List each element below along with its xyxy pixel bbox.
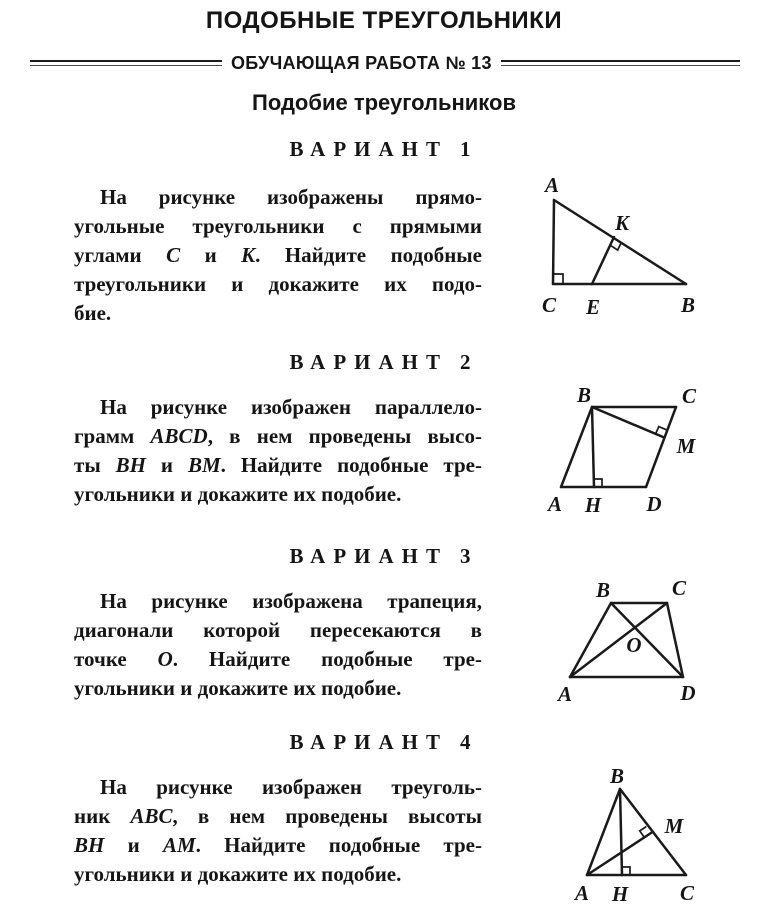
topic-title: Подобие треугольников (252, 90, 516, 115)
text-line: угольники и докажите их подобие. (74, 862, 402, 886)
figure-triangle-heights (565, 760, 720, 915)
height-BH (620, 789, 622, 875)
variant-heading-number: 3 (460, 544, 479, 568)
edge-AC (553, 200, 554, 284)
text-line: На рисунке изображен параллело- (100, 395, 482, 419)
variant-1-heading (0, 136, 768, 162)
height-AM (587, 833, 651, 875)
text-line: бие. (74, 301, 112, 325)
vertex-label-D: D (646, 492, 662, 516)
text-line: угольники и докажите их подобие. (74, 482, 402, 506)
vertex-label-H: H (584, 493, 602, 517)
height-BH (592, 407, 594, 487)
double-rule-right (501, 60, 740, 66)
text-line: грамм ABCD, в нем проведены высо- (74, 424, 482, 448)
diagonal-BD (611, 603, 683, 677)
edge-AB (561, 407, 592, 487)
text-line: На рисунке изображены прямо- (100, 185, 482, 209)
height-BM (592, 407, 663, 437)
worksheet-label: ОБУЧАЮЩАЯ РАБОТА № 13 (231, 53, 492, 73)
variant-heading-number: 2 (460, 350, 479, 374)
right-angle-mark-C (553, 274, 563, 284)
variant-4-heading (0, 729, 768, 755)
variant-3-heading (0, 543, 768, 569)
vertex-label-B: B (576, 383, 592, 407)
variant-heading-number: 1 (460, 137, 479, 161)
vertex-label-A: A (547, 492, 563, 516)
text-line: BH и AM. Найдите подобные тре- (74, 833, 482, 857)
vertex-label-M: M (676, 434, 696, 458)
variant-heading-word: ВАРИАНТ (289, 350, 449, 374)
text-line: угольники и докажите их подобие. (74, 676, 402, 700)
vertex-label-B: B (595, 578, 611, 602)
text-line: диагонали которой пересекаются в (74, 618, 482, 642)
vertex-label-C: C (541, 293, 557, 317)
variant-3-text (74, 587, 482, 703)
variant-2-heading (0, 349, 768, 375)
variant-heading-word: ВАРИАНТ (289, 137, 449, 161)
edge-AB (587, 789, 620, 875)
text-line: угольные треугольники с прямыми (74, 214, 482, 238)
figure-trapezoid (550, 575, 710, 710)
variant-4-text (74, 773, 482, 889)
vertex-label-B: B (609, 764, 625, 788)
double-rule-left (30, 60, 222, 66)
page-title: ПОДОБНЫЕ ТРЕУГОЛЬНИКИ (205, 7, 563, 34)
text-line: ты BH и BM. Найдите подобные тре- (74, 453, 482, 477)
variant-heading-word: ВАРИАНТ (289, 730, 449, 754)
variant-1-text (74, 183, 482, 328)
segment-EK (592, 237, 614, 284)
text-line: На рисунке изображен треуголь- (100, 775, 482, 799)
worksheet-banner (30, 52, 740, 74)
variant-heading-number: 4 (460, 730, 479, 754)
vertex-label-H: H (611, 882, 629, 906)
vertex-label-C: C (671, 576, 687, 600)
text-line: точке O. Найдите подобные тре- (74, 647, 482, 671)
text-line: углами C и K. Найдите подобные (74, 243, 483, 267)
right-angle-mark-M (656, 427, 667, 434)
variant-2-text (74, 393, 482, 509)
point-label-O: O (626, 633, 642, 657)
vertex-label-D: D (680, 681, 696, 705)
edge-CD (667, 603, 683, 677)
edge-CD (646, 407, 676, 487)
vertex-label-K: K (614, 211, 630, 235)
vertex-label-B: B (680, 293, 696, 317)
vertex-label-C: C (681, 384, 697, 408)
variant-heading-word: ВАРИАНТ (289, 544, 449, 568)
vertex-label-E: E (585, 295, 601, 319)
text-line: На рисунке изображена трапеция, (100, 589, 482, 613)
text-line: треугольники и докажите их подо- (74, 272, 482, 296)
vertex-label-A: A (544, 173, 560, 197)
vertex-label-M: M (664, 814, 684, 838)
vertex-label-A: A (574, 881, 590, 905)
text-line: ник ABC, в нем проведены высоты (74, 804, 482, 828)
figure-parallelogram (545, 380, 710, 520)
figure-right-triangles (530, 160, 710, 320)
diagonal-AC (570, 603, 667, 677)
edge-AB (570, 603, 611, 677)
vertex-label-A: A (557, 682, 573, 706)
vertex-label-C: C (679, 881, 695, 905)
